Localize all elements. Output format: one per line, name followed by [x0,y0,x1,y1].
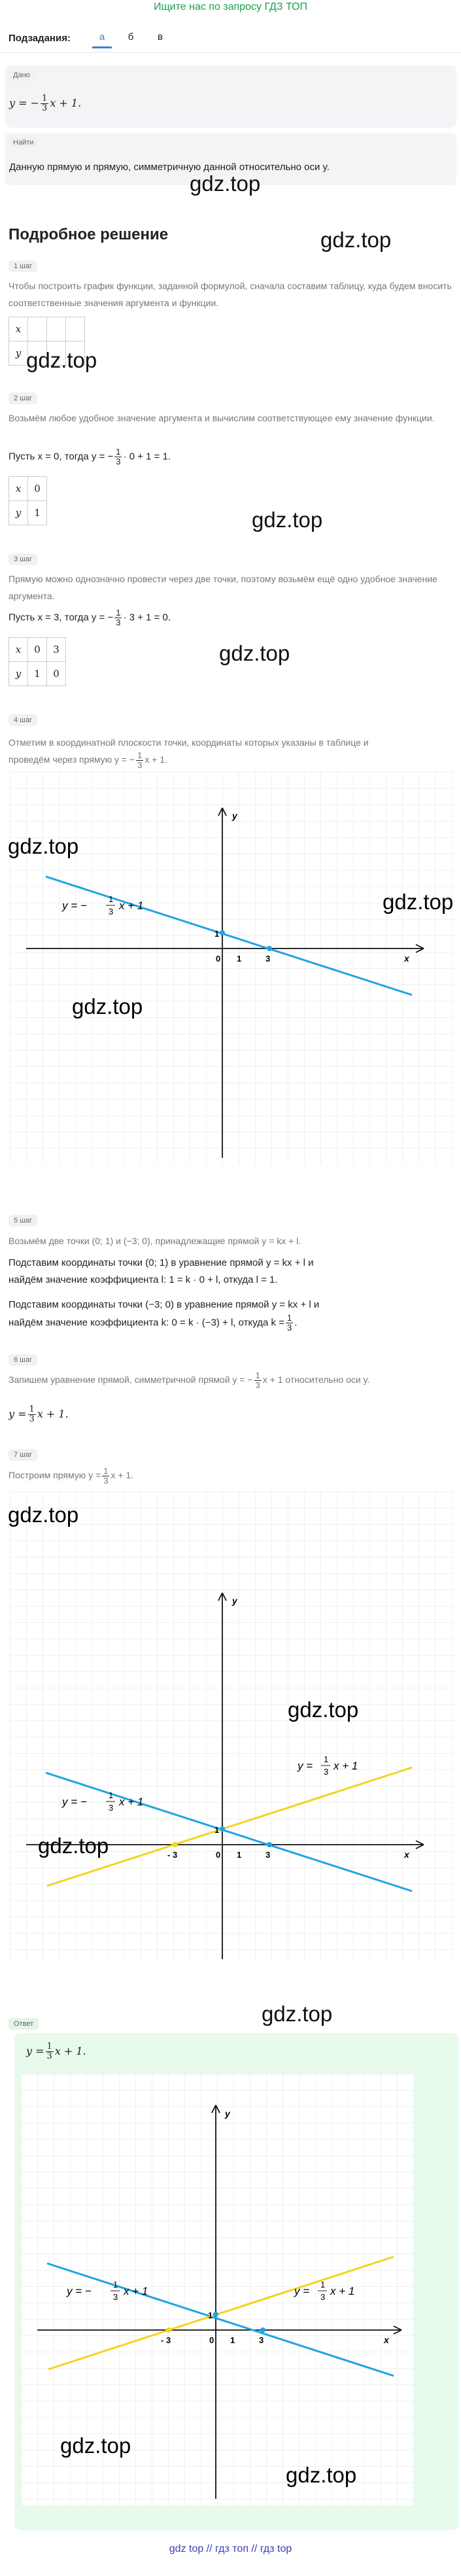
point-m3-0 [166,2327,171,2333]
step3-table: x 0 3 y 1 0 [9,637,66,686]
watermark: gdz.top [60,2433,131,2458]
step2-table: x 0 y 1 [9,476,47,525]
tick-1-x: 1 [230,2335,235,2345]
step3-calc: Пусть x = 3, тогда y = − $\frac{1}{3}$ · 3 + 1 = 0. [9,608,171,627]
svg-text:y = −: y = − [62,1796,87,1808]
watermark: gdz.top [320,228,392,252]
step2-calc: Пусть x = 0, тогда y = − $\frac{1}{3}$ · 0 + 1 = 1. [9,447,171,466]
svg-text:x + 1: x + 1 [119,1796,144,1808]
watermark: gdz.top [219,641,290,665]
svg-text:y = −: y = − [62,899,87,912]
tick-minus-3: - 3 [161,2335,171,2345]
tab-v[interactable]: в [158,31,163,43]
y-axis-label: y [232,1595,237,1606]
step1-tag: 1 шаг [9,260,37,272]
step5-line1: Подставим координаты точки (0; 1) в уравнение прямой y = kx + l и найдём значение коэффициента l: 1 = k · 0 + l, откуда l = 1. [9,1257,314,1285]
watermark: gdz.top [286,2463,357,2487]
watermark: gdz.top [262,2002,333,2026]
tick-3: 3 [265,954,271,964]
svg-text:x + 1: x + 1 [330,2285,355,2297]
top-banner[interactable]: Ищите нас по запросу ГДЗ ТОП [154,1,307,12]
tick-1-x: 1 [237,1850,242,1860]
point-m3-0 [173,1842,178,1847]
point-0-1 [213,2312,218,2317]
step7-tag: 7 шаг [9,1449,37,1461]
answer-card [14,2033,459,2530]
svg-text:3: 3 [109,1803,114,1813]
svg-text:1: 1 [109,894,114,904]
grid [10,1491,454,1962]
point-3-0 [260,2327,265,2333]
graph-step4 [0,772,461,1164]
point-3-0 [267,946,272,951]
step1-text: Чтобы построить график функции, заданной формулой, сначала составим таблицу, куда будем вносить соответственные значения аргумента и функции. [9,281,452,308]
step2-text: Возьмём любое удобное значение аргумента и вычислим соответствующее ему значение функции. [9,413,435,423]
watermark: gdz.top [72,994,143,1018]
step7-text: Построим прямую y = $\frac{1}{3}$ x + 1. [9,1466,134,1486]
svg-text:3: 3 [113,2292,118,2302]
find-text: Данную прямую и прямую, симметричную данной относительно оси y. [9,162,330,173]
origin-label: 0 [209,2335,214,2345]
tick-1-y: 1 [214,929,220,939]
table-cell: y [9,341,28,366]
graph-step7 [0,1491,461,1962]
footer-links[interactable]: gdz top // гдз топ // гдз top [169,2543,292,2554]
tick-3: 3 [259,2335,264,2345]
find-tag: Найти [8,137,39,148]
svg-text:y =: y = [294,2285,310,2297]
answer-tag: Ответ [9,2018,39,2030]
watermark: gdz.top [26,348,97,372]
tick-3: 3 [265,1850,271,1860]
step3-text: Прямую можно однозначно провести через две точки, поэтому возьмём ещё одно удобное значение аргумента. [9,574,437,601]
step6-tag: 6 шаг [9,1354,37,1366]
origin-label: 0 [216,954,221,964]
svg-text:x + 1: x + 1 [333,1760,358,1772]
table-cell: x [9,317,28,341]
x-axis-label: x [404,1849,409,1860]
svg-text:y = −: y = − [67,2285,92,2297]
point-3-0 [267,1842,272,1847]
step5-line2: Подставим координаты точки (−3; 0) в уравнение прямой y = kx + l и найдём значение коэффициента k: 0 = k · (−3) + l, откуда k = $\frac{1}{3}$ . [9,1299,320,1332]
step5-text: Возьмём две точки (0; 1) и (−3; 0), принадлежащие прямой y = kx + l. [9,1236,301,1246]
svg-text:x + 1: x + 1 [124,2285,148,2297]
step6-text: Запишем уравнение прямой, симметричной прямой y = − $\frac{1}{3}$ x + 1 относительно оси y. [9,1370,370,1390]
step4-tag: 4 шаг [9,714,37,726]
step2-tag: 2 шаг [9,392,37,404]
svg-text:3: 3 [320,2292,326,2302]
given-card [5,65,456,128]
graph-answer [21,2074,413,2505]
svg-text:1: 1 [324,1754,329,1764]
step4-text: Отметим в координатной плоскости точки, координаты которых указаны в таблице и проведём через прямую y = − $\frac{1}{3}$ x + 1. [9,737,369,770]
given-formula: y = − $\frac{1}{3}$ x + 1. [9,94,82,113]
y-axis-label: y [232,810,237,821]
given-tag: Дано [8,69,35,81]
tick-1-y: 1 [208,2310,213,2320]
point-0-1 [220,1826,225,1832]
grid [10,772,454,1164]
tab-b[interactable]: б [128,31,134,43]
watermark: gdz.top [38,1834,109,1858]
x-axis-label: x [404,953,409,964]
svg-text:1: 1 [320,2280,326,2289]
step5-tag: 5 шаг [9,1215,37,1227]
tabs-divider [0,52,461,53]
watermark: gdz.top [190,171,261,196]
watermark: gdz.top [8,834,79,858]
tick-1-y: 1 [214,1825,220,1835]
tab-a[interactable]: а [92,31,112,48]
svg-text:y =: y = [298,1760,313,1772]
step3-tag: 3 шаг [9,553,37,565]
subtask-tabs [9,29,453,51]
watermark: gdz.top [383,890,454,914]
watermark: gdz.top [8,1503,79,1527]
watermark: gdz.top [288,1697,359,1722]
svg-text:1: 1 [109,1790,114,1800]
subtasks-label: Подзадания: [9,33,71,44]
tick-1-x: 1 [237,954,242,964]
point-0-1 [220,930,225,935]
tick-minus-3: - 3 [167,1850,178,1860]
svg-text:1: 1 [113,2280,118,2289]
watermark: gdz.top [252,508,323,532]
step6-formula: y = $\frac{1}{3}$ x + 1. [9,1404,69,1424]
answer-formula: y = $\frac{1}{3}$ x + 1. [26,2042,86,2061]
svg-text:x + 1: x + 1 [119,899,144,912]
y-axis-label: y [225,2108,230,2119]
x-axis-label: x [384,2335,389,2345]
svg-text:3: 3 [324,1767,329,1777]
solution-title: Подробное решение [9,226,169,243]
svg-text:3: 3 [109,907,114,916]
origin-label: 0 [216,1850,221,1860]
